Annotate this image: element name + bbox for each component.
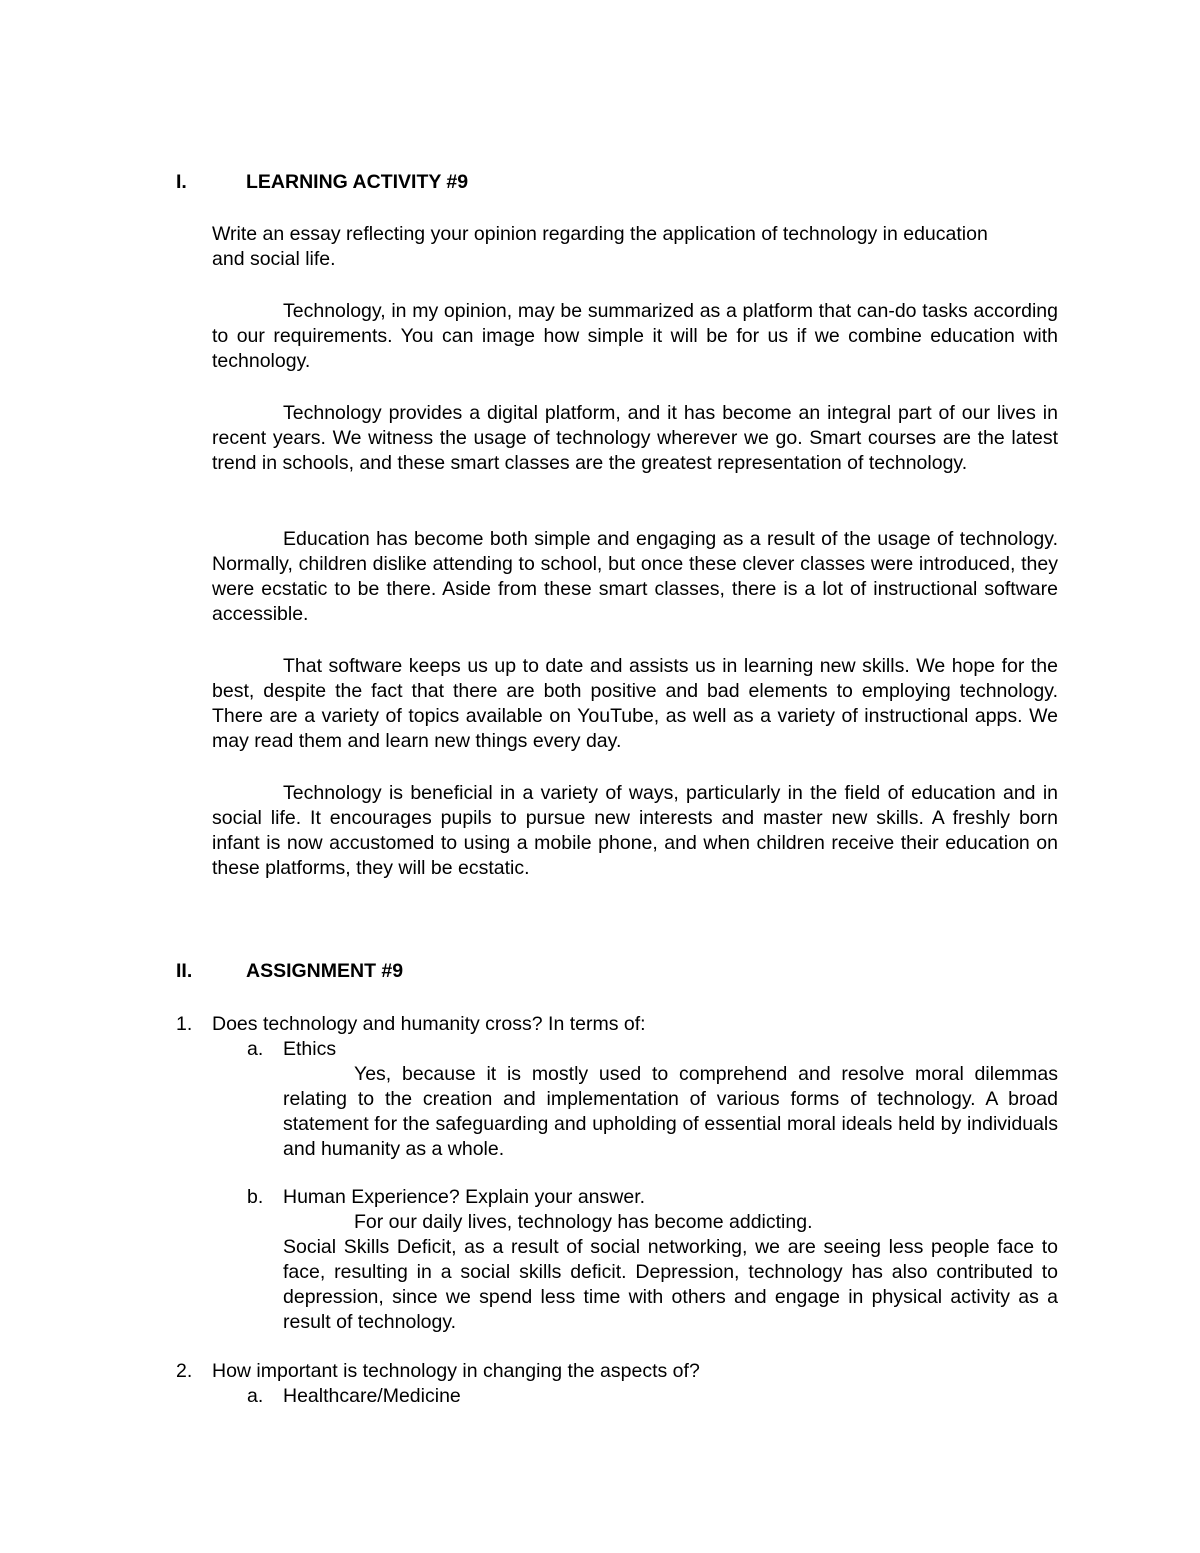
- list-letter: a.: [247, 1038, 264, 1060]
- prompt-text: Write an essay reflecting your opinion regarding the application of technology in education and social life.: [212, 223, 988, 270]
- essay-paragraph-2: [212, 401, 1058, 476]
- section-title: ASSIGNMENT #9: [246, 960, 404, 982]
- section-number: II.: [176, 960, 193, 982]
- essay-paragraph-3: [212, 527, 1058, 627]
- list-letter: b.: [247, 1186, 264, 1208]
- list-number: 1.: [176, 1013, 193, 1035]
- answer-text: Social Skills Deficit, as a result of social networking, we are seeing less people face to face, resulting in a social skills deficit. Depression, technology has also contributed to depression, since we spend less time with others and engage in physical activity as a result of technology.: [283, 1236, 1058, 1333]
- essay-paragraph-4: [212, 654, 1058, 754]
- sub-item-label: Ethics: [283, 1038, 337, 1060]
- section-number: I.: [176, 171, 187, 193]
- essay-paragraph-1: [212, 299, 1058, 374]
- answer-text: Yes, because it is mostly used to comprehend and resolve moral dilemmas relating to the creation and implementation of various forms of technology. A broad statement for the safeguarding and upholding of essential moral ideals held by individuals and humanity as a whole.: [283, 1063, 1058, 1160]
- question-text: How important is technology in changing the aspects of?: [212, 1360, 700, 1382]
- ethics-answer: [283, 1062, 1058, 1162]
- sub-item-label: Healthcare/Medicine: [283, 1385, 461, 1407]
- paragraph-text: Technology, in my opinion, may be summarized as a platform that can-do tasks according to our requirements. You can image how simple it will be for us if we combine education with technology.: [212, 300, 1058, 372]
- paragraph-text: Technology provides a digital platform, and it has become an integral part of our lives in recent years. We witness the usage of technology wherever we go. Smart courses are the latest trend in schools, and these smart classes are the greatest representation of technology.: [212, 402, 1058, 474]
- list-letter: a.: [247, 1385, 264, 1407]
- paragraph-text: Education has become both simple and engaging as a result of the usage of technology. Normally, children dislike attending to school, but once these clever classes were introduced, they were ecstatic to be there. Aside from these smart classes, there is a lot of instructional software accessible.: [212, 528, 1058, 625]
- paragraph-text: Technology is beneficial in a variety of ways, particularly in the field of education and in social life. It encourages pupils to pursue new interests and master new skills. A freshly born infant is now accustomed to using a mobile phone, and when children receive their education on these platforms, they will be ecstatic.: [212, 782, 1058, 879]
- section-title: LEARNING ACTIVITY #9: [246, 171, 469, 193]
- list-number: 2.: [176, 1360, 193, 1382]
- sub-item-label: Human Experience? Explain your answer.: [283, 1186, 646, 1208]
- paragraph-text: That software keeps us up to date and assists us in learning new skills. We hope for the best, despite the fact that there are both positive and bad elements to employing technology. There are a variety of topics available on YouTube, as well as a variety of instructional apps. We may read them and learn new things every day.: [212, 655, 1058, 752]
- essay-paragraph-5: [212, 781, 1058, 881]
- human-experience-answer: [283, 1210, 1058, 1335]
- activity-prompt: [212, 222, 1002, 272]
- answer-first-line: For our daily lives, technology has become addicting.: [354, 1211, 813, 1233]
- question-text: Does technology and humanity cross? In terms of:: [212, 1013, 646, 1035]
